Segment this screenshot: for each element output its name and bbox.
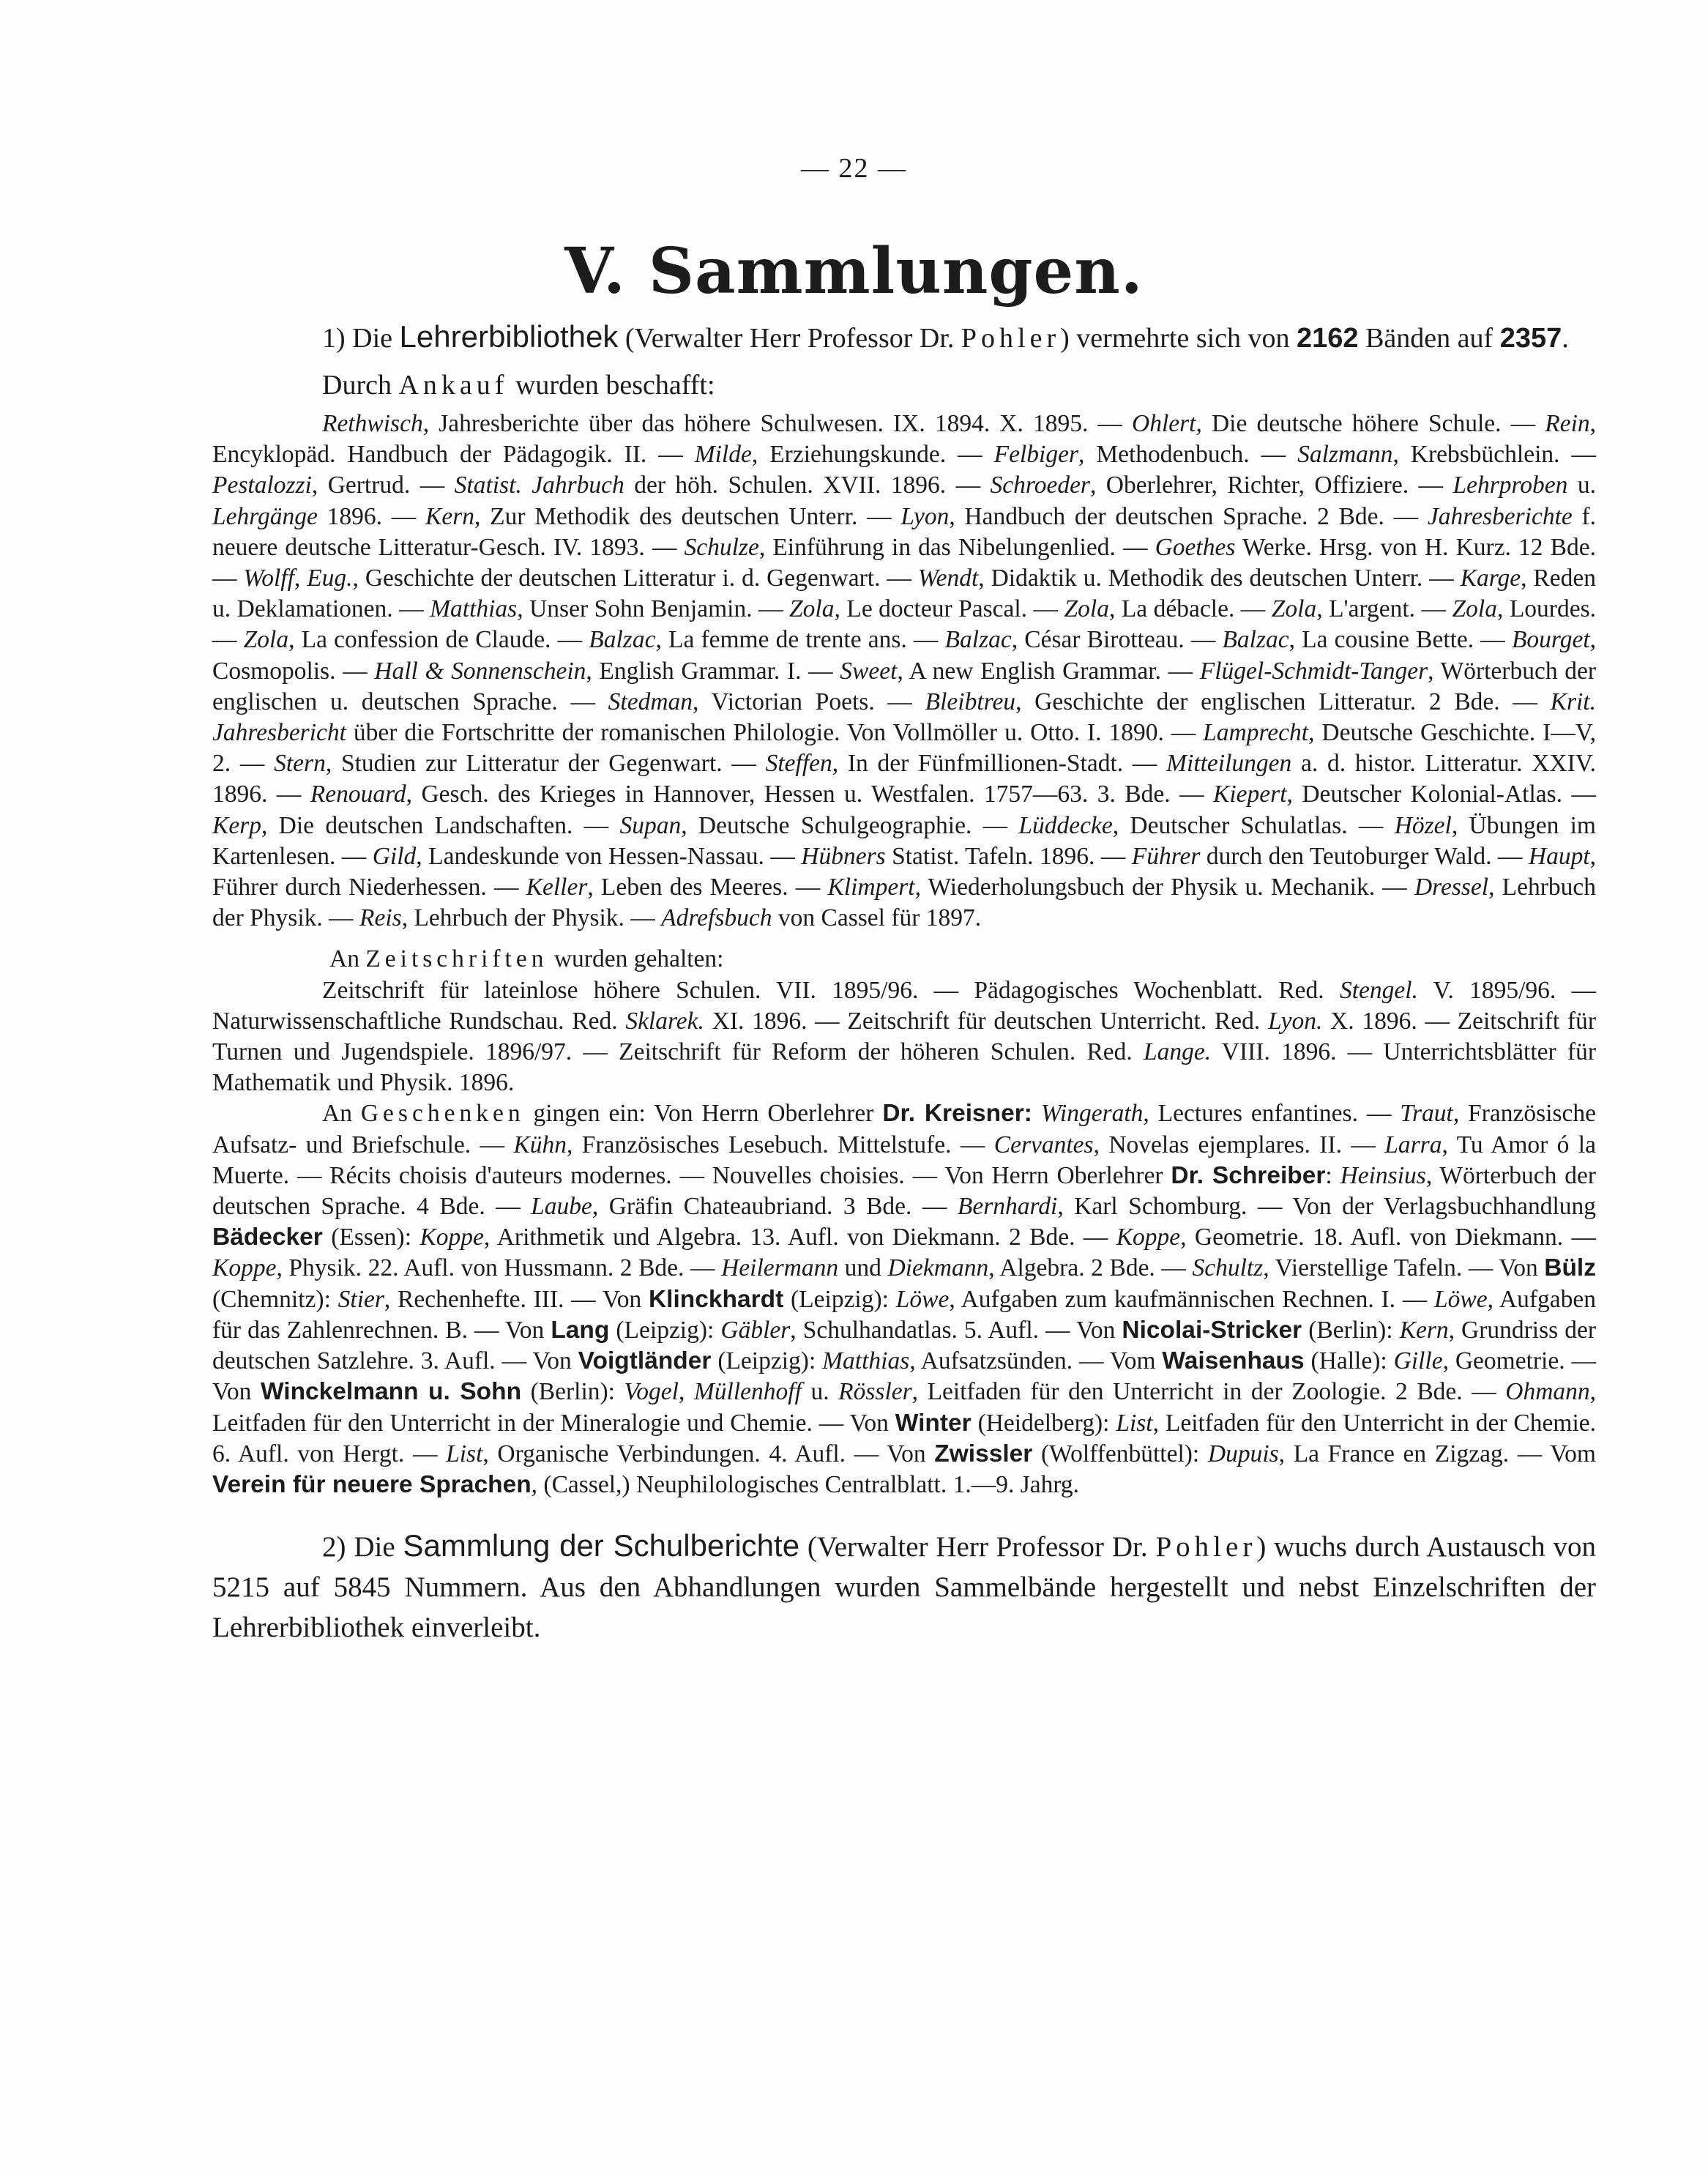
ankauf-title: , Einführung in das Nibelungenlied. — xyxy=(758,533,1155,561)
ankauf-author: Stern xyxy=(274,750,326,778)
ankauf-title: , Krebsbüchlein. — xyxy=(1392,441,1597,469)
ankauf-author: Pestalozzi xyxy=(212,472,312,499)
ankauf-author: Hall & Sonnenschein xyxy=(374,657,586,685)
geschenk-author: Koppe xyxy=(1116,1224,1181,1251)
geschenk-donor: Verein für neuere Sprachen xyxy=(212,1470,532,1498)
geschenke-post: gingen ein: xyxy=(533,1100,655,1128)
geschenk-donor: Nicolai-Stricker xyxy=(1122,1316,1302,1344)
ankauf-author: Rethwisch xyxy=(322,410,423,437)
geschenk-text: , Französische Aufsatz- und Briefschule. — xyxy=(212,1100,1597,1158)
ankauf-author: Bleibtreu xyxy=(925,688,1016,715)
ankauf-title: , Führer durch Niederhessen. — xyxy=(212,842,1596,901)
ankauf-heading xyxy=(212,362,1596,409)
section1-tail: ) vermehrte sich von xyxy=(1060,323,1290,354)
zeitschrift-text: XI. 1896. — Zeitschrift für deutschen Unterricht. Red. xyxy=(704,1007,1268,1035)
geschenk-text: , Gräfin Chateaubriand. 3 Bde. — xyxy=(592,1193,958,1221)
geschenke-list xyxy=(212,1098,1596,1500)
section2-number: 2) Die xyxy=(322,1531,395,1563)
zeitschriften-heading xyxy=(212,944,1596,975)
geschenk-text: , (Cassel,) Neuphilologisches Centralblatt. 1.—9. Jahrg. xyxy=(531,1470,1080,1498)
geschenk-author: Löwe xyxy=(1434,1285,1488,1313)
geschenk-text: (Halle): xyxy=(1304,1347,1394,1375)
geschenk-author: Dupuis xyxy=(1207,1440,1279,1467)
ankauf-pre: Durch xyxy=(322,370,392,401)
ankauf-title: 1896. — xyxy=(317,502,426,530)
geschenk-donor: Winckelmann u. Sohn xyxy=(260,1378,522,1406)
geschenk-donor: Winter xyxy=(895,1409,972,1437)
geschenk-author: Heilermann xyxy=(721,1254,839,1282)
ankauf-title: , Victorian Poets. — xyxy=(693,688,925,715)
section1-count-to: 2357 xyxy=(1499,323,1562,354)
ankauf-author: Jahresberichte xyxy=(1427,502,1573,530)
geschenk-text: , Leitfaden für den Unterricht in der Mineralogie und Chemie. — Von xyxy=(212,1378,1597,1437)
ankauf-author: Zola, xyxy=(1271,595,1323,623)
geschenk-text: , Aufgaben zum kaufmännischen Rechnen. I. — xyxy=(949,1285,1435,1313)
geschenke-word: Geschenken xyxy=(360,1100,525,1128)
geschenk-text: (Leipzig): xyxy=(711,1347,823,1375)
geschenk-author: Rössler xyxy=(838,1378,912,1406)
ankauf-title: , César Birotteau. — xyxy=(1011,626,1223,654)
geschenk-text: , Geometrie. 18. Aufl. von Diekmann. — xyxy=(1180,1224,1596,1251)
ankauf-title: , Gertrud. — xyxy=(311,472,455,499)
geschenk-author: Koppe xyxy=(212,1254,277,1282)
ankauf-author: Haupt xyxy=(1528,842,1590,870)
geschenk-author: Traut xyxy=(1400,1100,1453,1128)
zeitschrift-editor: Lange. xyxy=(1144,1038,1212,1066)
ankauf-title: Statist. Tafeln. 1896. — xyxy=(885,842,1132,870)
geschenk-text: und xyxy=(838,1254,888,1282)
ankauf-author: Wendt xyxy=(917,565,979,592)
geschenk-text: , Novelas ejemplares. II. — xyxy=(1093,1131,1385,1158)
geschenk-text: (Berlin): xyxy=(1302,1316,1400,1344)
ankauf-title: , Deutscher Kolonial-Atlas. — xyxy=(1286,781,1596,808)
geschenk-author: Bernhardi xyxy=(957,1193,1058,1221)
ankauf-author: Klimpert xyxy=(827,874,915,901)
ankauf-title: , Studien zur Litteratur der Gegenwart. — xyxy=(325,750,766,778)
geschenk-text: (Heidelberg): xyxy=(971,1409,1116,1437)
geschenk-text: (Wolffenbüttel): xyxy=(1032,1440,1208,1467)
geschenk-author: Gäbler xyxy=(720,1316,791,1344)
geschenk-text: Von Herrn Oberlehrer xyxy=(654,1100,883,1128)
geschenk-text: (Berlin): xyxy=(521,1378,624,1406)
ankauf-author: Gild xyxy=(372,842,417,870)
geschenk-donor: Klinckhardt xyxy=(648,1285,784,1313)
geschenk-text: , Leitfaden für den Unterricht in der Chemie. 6. Aufl. von Hergt. — xyxy=(212,1409,1596,1467)
ankauf-title: , Unser Sohn Benjamin. — xyxy=(517,595,790,623)
ankauf-author: Kern xyxy=(425,502,475,530)
ankauf-author: Stedman xyxy=(608,688,693,715)
geschenk-author: Diekmann xyxy=(887,1254,989,1282)
ankauf-title: , Deutscher Schulatlas. — xyxy=(1112,811,1395,839)
ankauf-title: , Zur Methodik des deutschen Unterr. — xyxy=(474,502,901,530)
geschenk-text: , Tu Amor ó la Muerte. — Récits choisis d'auteurs modernes. — Nouvelles choisies. — Von Herrn Oberlehrer xyxy=(212,1131,1596,1189)
ankauf-author: Karge xyxy=(1460,565,1521,592)
section-heading: V. Sammlungen. xyxy=(564,234,1144,308)
ankauf-title: , Lehrbuch der Physik. — xyxy=(212,874,1596,932)
geschenk-author: Schultz xyxy=(1192,1254,1264,1282)
ankauf-author: Schulze xyxy=(684,533,759,561)
geschenk-author: Vogel xyxy=(624,1378,679,1406)
ankauf-title: , In der Fünfmillionen-Stadt. — xyxy=(832,750,1167,778)
ankauf-author: Balzac xyxy=(944,626,1012,654)
ankauf-author: Felbiger xyxy=(993,441,1078,469)
ankauf-author: Krit. Jahresbericht xyxy=(212,688,1596,747)
page-number: — 22 — xyxy=(801,153,907,184)
geschenk-text xyxy=(1032,1100,1041,1127)
ankauf-author: Statist. Jahrbuch xyxy=(454,472,624,499)
geschenk-text: , Lectures enfantines. — xyxy=(1143,1100,1401,1128)
geschenk-text: , Wörterbuch der deutschen Sprache. 4 Bde. — xyxy=(212,1161,1596,1221)
ankauf-title: Werke. Hrsg. von H. Kurz. 12 Bde. — xyxy=(212,533,1596,592)
ankauf-title: , Übungen im Kartenlesen. — xyxy=(212,811,1596,870)
ankauf-title: , English Grammar. I. — xyxy=(586,657,840,685)
ankauf-author: Kiepert xyxy=(1213,781,1287,808)
geschenk-author: Larra xyxy=(1384,1131,1442,1158)
ankauf-author: Goethes xyxy=(1155,533,1236,561)
geschenk-text: u. xyxy=(801,1378,839,1406)
ankauf-title: , Gesch. des Krieges in Hannover, Hessen u. Westfalen. 1757—63. 3. Bde. — xyxy=(406,781,1214,808)
lehrerbibliothek-paragraph xyxy=(212,313,1596,362)
zeitschrift-editor: Lyon. xyxy=(1267,1007,1323,1035)
ankauf-author: Salzmann xyxy=(1297,441,1393,469)
geschenk-text: , Schulhandatlas. 5. Aufl. — Von xyxy=(790,1316,1122,1344)
geschenk-text: , Aufgaben für das Zahlenrechnen. B. — Von xyxy=(212,1285,1597,1344)
geschenk-text: , Physik. 22. Aufl. von Hussmann. 2 Bde. — xyxy=(276,1254,722,1282)
zeitschrift-text: V. 1895/96. — Naturwissenschaftliche Rundschau. Red. xyxy=(212,976,1596,1035)
ankauf-title: , Jahresberichte über das höhere Schulwesen. IX. 1894. X. 1895. — xyxy=(422,410,1133,437)
ankauf-title: , Geschichte der deutschen Litteratur i. d. Gegenwart. — xyxy=(352,565,918,592)
geschenk-text: , xyxy=(678,1378,694,1406)
zeitschrift-editor: Stengel. xyxy=(1339,976,1418,1004)
geschenk-text: , Rechenhefte. III. — Von xyxy=(384,1285,649,1313)
ankauf-author: Matthias xyxy=(430,595,518,623)
ankauf-author: Zola xyxy=(243,626,289,654)
ankauf-title: L'argent. — xyxy=(1322,595,1452,623)
geschenk-author: Cervantes xyxy=(993,1131,1094,1158)
geschenk-author: List xyxy=(446,1440,483,1467)
ankauf-author: Zola, xyxy=(789,595,840,623)
ankauf-author: Lamprecht xyxy=(1203,719,1309,747)
geschenk-donor: Dr. Schreiber xyxy=(1171,1161,1326,1189)
ankauf-author: Dressel xyxy=(1414,874,1489,901)
ankauf-author: Rein xyxy=(1545,410,1590,437)
ankauf-title: , Oberlehrer, Richter, Offiziere. — xyxy=(1089,472,1453,499)
ankauf-author: Sweet xyxy=(840,657,898,685)
geschenk-donor: Zwissler xyxy=(934,1440,1033,1467)
ankauf-title: , Deutsche Geschichte. I—V, 2. — xyxy=(212,719,1596,778)
geschenk-author: Wingerath xyxy=(1040,1100,1144,1128)
zeitschrift-text: X. 1896. — Zeitschrift für Turnen und Jugendspiele. 1896/97. — Zeitschrift für Reform der höheren Schulen. Red. xyxy=(212,1007,1596,1066)
ankauf-title: , Leben des Meeres. — xyxy=(587,874,828,901)
ankauf-author: Führer xyxy=(1131,842,1201,870)
ankauf-author: Keller xyxy=(526,874,588,901)
geschenk-author: Gille xyxy=(1393,1347,1443,1375)
ankauf-author: Steffen xyxy=(765,750,832,778)
ankauf-author: Lehrproben xyxy=(1452,472,1568,499)
ankauf-word: Ankauf xyxy=(398,370,509,401)
section2-name: Sammlung der Schulberichte xyxy=(403,1528,800,1563)
ankauf-author: Zola xyxy=(1452,595,1497,623)
ankauf-title: a. d. histor. Litteratur. XXIV. 1896. — xyxy=(212,750,1596,808)
geschenk-author: Kern xyxy=(1399,1316,1449,1344)
geschenk-author: Löwe xyxy=(895,1285,950,1313)
geschenk-text: (Leipzig): xyxy=(609,1316,721,1344)
ankauf-title: , La femme de trente ans. — xyxy=(655,626,945,654)
geschenk-text: , Leitfaden für den Unterricht in der Zoologie. 2 Bde. — xyxy=(911,1378,1506,1406)
ankauf-author: Milde xyxy=(694,441,752,469)
ankauf-author: Balzac xyxy=(1222,626,1289,654)
geschenk-donor: Waisenhaus xyxy=(1162,1347,1305,1375)
ankauf-title: , Wörterbuch der englischen u. deutschen Sprache. — xyxy=(212,657,1596,715)
ankauf-author: Kerp xyxy=(212,811,261,839)
ankauf-title: , Cosmopolis. — xyxy=(212,626,1597,685)
geschenk-text: , La France en Zigzag. — Vom xyxy=(1278,1440,1596,1467)
ankauf-title: u. xyxy=(1567,472,1596,499)
ankauf-title: Le docteur Pascal. — xyxy=(840,595,1064,623)
ankauf-title: , Lourdes. — xyxy=(212,595,1596,654)
section1-count-from: 2162 xyxy=(1297,323,1359,354)
ankauf-title: Die deutsche höhere Schule. — xyxy=(1201,410,1545,437)
geschenk-author: Kühn xyxy=(513,1131,567,1158)
ankauf-author: Wolff, Eug. xyxy=(243,565,353,592)
ankauf-author: Balzac xyxy=(589,626,656,654)
ankauf-title: von Cassel für 1897. xyxy=(772,904,982,932)
ankauf-author: Schroeder xyxy=(990,472,1090,499)
ankauf-title: , Geschichte der englischen Litteratur. 2 Bde. — xyxy=(1015,688,1551,715)
geschenk-text: , Geometrie. — Von xyxy=(212,1347,1596,1406)
ankauf-author: Zola xyxy=(1064,595,1109,623)
geschenk-donor: Bülz xyxy=(1544,1254,1596,1282)
ankauf-title: der höh. Schulen. XVII. 1896. — xyxy=(624,472,991,499)
ankauf-title: , Handbuch der deutschen Sprache. 2 Bde. — xyxy=(949,502,1428,530)
ankauf-title: durch den Teutoburger Wald. — xyxy=(1200,842,1529,870)
geschenk-text: : xyxy=(1325,1161,1340,1189)
ankauf-author: Supan xyxy=(619,811,682,839)
ankauf-author: Lyon xyxy=(900,502,950,530)
geschenk-donor: Dr. Kreisner: xyxy=(882,1100,1032,1128)
geschenk-author: Ohmann xyxy=(1505,1378,1590,1406)
geschenke-pre: An xyxy=(322,1100,352,1128)
ankauf-list xyxy=(212,409,1596,934)
zeitschrift-editor: Sklarek. xyxy=(625,1007,704,1035)
geschenk-author: Matthias xyxy=(822,1347,910,1375)
geschenk-text: (Chemnitz): xyxy=(212,1285,338,1313)
ankauf-author: Bourget xyxy=(1511,626,1590,654)
section2-admin-name: Pohler xyxy=(1155,1531,1257,1563)
ankauf-author: Adrefsbuch xyxy=(661,904,772,932)
geschenk-text: (Essen): xyxy=(322,1224,420,1251)
zeitschriften-pre: An xyxy=(329,945,359,973)
main-text xyxy=(212,313,1596,1648)
ankauf-title: , Deutsche Schulgeographie. — xyxy=(681,811,1019,839)
ankauf-title: , Landeskunde von Hessen-Nassau. — xyxy=(416,842,802,870)
ankauf-author: Reis xyxy=(359,904,402,932)
section1-admin-name: Pohler xyxy=(961,323,1061,354)
ankauf-author: Mitteilungen xyxy=(1166,750,1292,778)
geschenk-text: , Grundriss der deutschen Satzlehre. 3. Aufl. — Von xyxy=(212,1316,1596,1375)
ankauf-title: , Erziehungskunde. — xyxy=(751,441,994,469)
ankauf-author: Lehrgänge xyxy=(212,502,318,530)
geschenk-text: , Organische Verbindungen. 4. Aufl. — Von xyxy=(482,1440,935,1467)
ankauf-author: Lüddecke xyxy=(1018,811,1113,839)
ankauf-title: , Encyklopäd. Handbuch der Pädagogik. II. — xyxy=(212,410,1597,469)
geschenk-text: (Leipzig): xyxy=(783,1285,896,1313)
ankauf-title: , Die deutschen Landschaften. — xyxy=(261,811,620,839)
geschenk-author: Stier xyxy=(338,1285,384,1313)
section1-name: Lehrerbibliothek xyxy=(399,319,619,354)
section1-end: . xyxy=(1562,323,1569,354)
ankauf-title: , Methodenbuch. — xyxy=(1078,441,1298,469)
zeitschrift-text: Zeitschrift für lateinlose höhere Schulen. VII. 1895/96. — Pädagogisches Wochenblatt. Red. xyxy=(322,976,1340,1004)
section2-admin: (Verwalter Herr Professor Dr. xyxy=(807,1531,1148,1563)
geschenk-text: , Arithmetik und Algebra. 13. Aufl. von Diekmann. 2 Bde. — xyxy=(483,1224,1116,1251)
geschenk-text: , Algebra. 2 Bde. — xyxy=(988,1254,1193,1282)
zeitschriften-word: Zeitschriften xyxy=(365,945,548,973)
ankauf-title: f. neuere deutsche Litteratur-Gesch. IV. 1893. — xyxy=(212,502,1597,561)
geschenk-author: Heinsius xyxy=(1340,1161,1426,1189)
ankauf-post: wurden beschafft: xyxy=(515,370,715,401)
ankauf-title: , Didaktik u. Methodik des deutschen Unterr. — xyxy=(978,565,1461,592)
ankauf-title: , La confession de Claude. — xyxy=(288,626,589,654)
ankauf-title: , Reden u. Deklamationen. — xyxy=(212,565,1596,623)
geschenk-author: Laube xyxy=(531,1193,592,1221)
geschenk-text: , Vierstellige Tafeln. — Von xyxy=(1263,1254,1545,1282)
geschenk-author: Koppe xyxy=(419,1224,484,1251)
geschenk-author: List xyxy=(1116,1409,1153,1437)
ankauf-author: Flügel-Schmidt-Tanger xyxy=(1199,657,1428,685)
schulberichte-paragraph xyxy=(212,1525,1596,1648)
section2-rest: ) wuchs durch Austausch von 5215 auf 5845 Nummern. Aus den Abhandlungen wurden Sammelbände hergestellt und nebst Einzelschriften der Lehrerbibliothek einverleibt. xyxy=(212,1531,1597,1644)
zeitschriften-list xyxy=(212,975,1596,1099)
ankauf-author: Ohlert, xyxy=(1132,410,1202,437)
ankauf-title: , La débacle. — xyxy=(1108,595,1272,623)
section1-number: 1) Die xyxy=(322,323,393,354)
ankauf-title: , Lehrbuch der Physik. — xyxy=(401,904,662,932)
ankauf-title: , A new English Grammar. — xyxy=(897,657,1200,685)
geschenk-author: Müllenhoff xyxy=(693,1378,802,1406)
geschenk-text: , Französisches Lesebuch. Mittelstufe. — xyxy=(566,1131,994,1158)
geschenk-donor: Lang xyxy=(551,1316,610,1344)
geschenk-text: , Aufsatzsünden. — Vom xyxy=(909,1347,1163,1375)
geschenk-donor: Bädecker xyxy=(212,1224,323,1251)
ankauf-title: , Wiederholungsbuch der Physik u. Mechanik. — xyxy=(914,874,1414,901)
geschenk-donor: Voigtländer xyxy=(578,1347,712,1375)
ankauf-author: Renouard xyxy=(310,781,406,808)
geschenk-text: , Karl Schomburg. — Von der Verlagsbuchhandlung xyxy=(1057,1193,1597,1221)
zeitschrift-text: VIII. 1896. — Unterrichtsblätter für Mathematik und Physik. 1896. xyxy=(212,1038,1596,1097)
section1-mid: Bänden auf xyxy=(1365,323,1493,354)
section1-admin: (Verwalter Herr Professor Dr. xyxy=(624,323,955,354)
ankauf-title: , La cousine Bette. — xyxy=(1289,626,1512,654)
ankauf-author: Hözel xyxy=(1394,811,1452,839)
ankauf-author: Hübners xyxy=(801,842,886,870)
zeitschriften-post: wurden gehalten: xyxy=(553,945,724,973)
ankauf-title: über die Fortschritte der romanischen Philologie. Von Vollmöller u. Otto. I. 1890. — xyxy=(346,719,1204,747)
